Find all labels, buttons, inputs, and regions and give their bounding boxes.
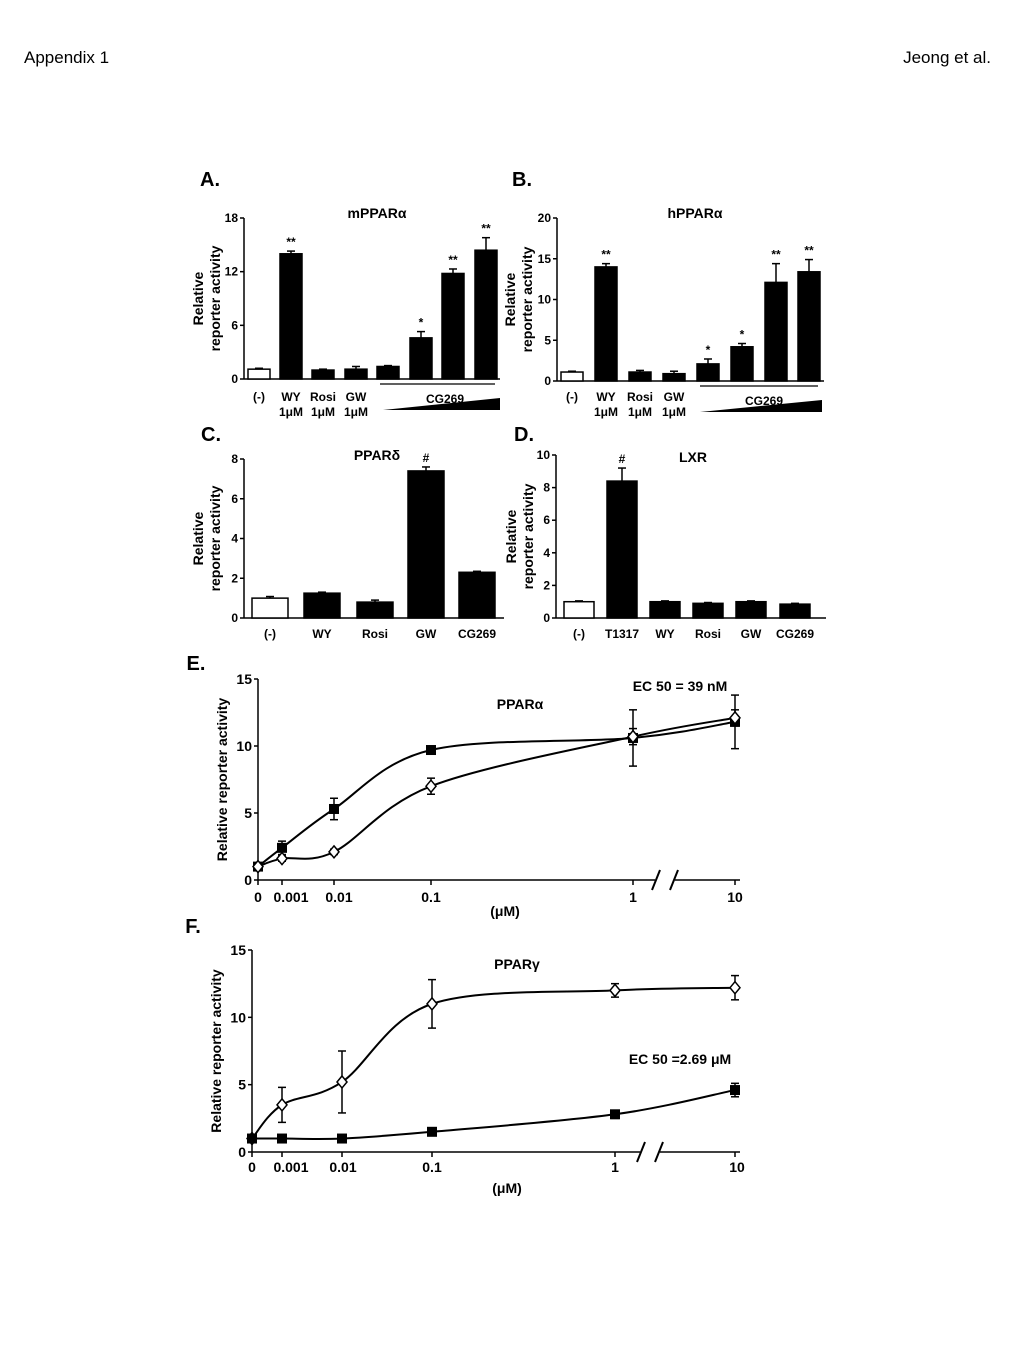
panel-3-y-tick-label: 10 [536,448,550,462]
panel-4-series-line [258,722,735,867]
panel-2-bar [408,471,444,618]
panel-2-label: C. [201,424,221,446]
panel-3-category-label: (-) [573,627,585,641]
panel-1-ylabel: reporter activity [519,246,535,353]
panel-0-y-tick-label: 0 [231,372,238,386]
panel-2-category-label: GW [415,627,437,641]
panel-5-x-tick-label: 0 [248,1159,256,1175]
panel-0-label: A. [200,169,220,191]
panel-0-bar [248,369,270,379]
panel-5-x-tick-label: 10 [729,1159,745,1175]
panel-1-significance: ** [771,247,781,262]
panel-1-significance: ** [601,247,611,262]
panel-3-category-label: CG269 [775,627,815,641]
panel-5-y-tick-label: 10 [230,1009,246,1026]
panel-3-ylabel: reporter activity [520,483,536,590]
panel-0-category-label: 1μM [343,405,369,419]
panel-1-y-tick-label: 0 [544,374,551,388]
panel-1-label: B. [512,169,532,191]
panel-5-ylabel: Relative reporter activity [208,969,224,1133]
panel-0-title: mPPARα [347,205,407,221]
panel-5-data-point [610,1109,620,1119]
panel-3-bar [564,602,594,618]
panel-3-y-tick-label: 2 [543,578,550,593]
panel-1-bar [629,372,651,381]
panel-0-bar [410,338,432,379]
panel-3-category-label: GW [740,627,762,641]
panel-1-category-label: 1μM [627,405,653,419]
panel-5-x-tick-label: 1 [611,1159,619,1175]
panel-3-label: D. [514,424,534,446]
panel-1-bar [731,347,753,381]
panel-3-bar [780,604,810,618]
panel-1-category-label: 1μM [661,405,687,419]
panel-2-y-tick-label: 6 [231,491,238,506]
panel-2-bar [357,602,393,618]
panel-5-data-point [277,1134,287,1144]
panel-4-x-tick-label: 10 [727,889,743,905]
panel-5-y-tick-label: 5 [238,1076,246,1093]
panel-4-data-point [329,846,339,858]
panel-1-significance: * [705,342,711,357]
panel-4-data-point [426,780,436,792]
panel-4-title: PPARα [496,696,544,712]
panel-0-significance: ** [448,252,458,267]
panel-4-y-tick-label: 10 [236,738,252,754]
panel-5-data-point [427,1127,437,1137]
panel-1-y-tick-label: 20 [537,211,551,225]
panel-0-y-tick-label: 12 [224,264,238,279]
panel-4-x-tick-label: 1 [629,889,637,905]
panel-1-ylabel: Relative [502,272,518,327]
panel-0-bar [280,254,302,379]
panel-0-category-label: 1μM [278,405,304,419]
panel-3-bar [736,602,766,618]
panel-1-bar [663,374,685,381]
panel-1-category-label: Rosi [626,390,654,404]
panel-5-annotation: EC 50 =2.69 μM [628,1051,732,1067]
panel-0-category-label: 1μM [310,405,336,419]
panel-2-title: PPARδ [353,447,401,463]
panel-4-x-tick-label: 0.001 [273,889,309,905]
panel-5-title: PPARγ [494,956,540,972]
panel-3-category-label: Rosi [694,627,722,641]
panel-0-bar [475,250,497,379]
panel-5-data-point [730,1085,740,1095]
panel-1-significance: ** [804,243,814,258]
panel-3-y-tick-label: 8 [543,480,550,495]
panel-1-y-tick-label: 5 [544,333,551,348]
panel-2-significance: # [422,450,430,465]
panel-5-xlabel: (μM) [492,1180,522,1196]
panel-1-bar [561,372,583,381]
panel-4-ylabel: Relative reporter activity [214,697,230,862]
panel-3-bar [650,602,680,618]
panel-0-significance: ** [481,221,491,236]
panel-2-ylabel: Relative [190,511,206,566]
panel-1-category-label: (-) [566,390,578,404]
panel-0-significance: * [418,315,424,330]
panel-0-bar [442,273,464,379]
panel-4-annotation: EC 50 = 39 nM [632,678,728,694]
panel-5-series-line [252,1090,735,1139]
panel-2-y-tick-label: 8 [231,452,238,466]
panel-0-category-label: (-) [253,390,265,404]
panel-4-y-tick-label: 0 [244,872,252,888]
panel-1-category-label: GW [663,390,685,404]
panel-4-y-tick-label: 15 [236,671,252,687]
panel-5-x-tick-label: 0.001 [273,1159,309,1175]
panel-3-category-label: T1317 [604,627,640,641]
panel-5-data-point [277,1099,287,1111]
panel-4-data-point [426,745,436,755]
panel-2-y-tick-label: 2 [231,571,238,586]
page-header-left: Appendix 1 [24,48,110,67]
panel-4-series-line [258,718,735,867]
panel-5-data-point [427,998,437,1010]
panel-4-x-tick-label: 0.01 [325,889,353,905]
panel-1-y-tick-label: 10 [537,292,551,307]
panel-3-category-label: WY [655,627,675,641]
panel-2-category-label: (-) [264,627,276,641]
panel-1-category-label: 1μM [593,405,619,419]
panel-3-ylabel: Relative [503,509,519,564]
panel-4-x-tick-label: 0.1 [421,889,441,905]
panel-2-y-tick-label: 4 [231,531,238,546]
panel-2-bar [252,598,288,618]
panel-1-group-label: CG269 [744,394,784,408]
panel-1-category-label: WY [596,390,616,404]
panel-3-bar [693,603,723,618]
panel-5-x-tick-label: 0.01 [329,1159,357,1175]
panel-1-bar [595,267,617,381]
panel-4-data-point [277,843,287,853]
panel-4-label: E. [186,653,206,675]
panel-5-y-tick-label: 15 [230,942,246,958]
panel-5-x-tick-label: 0.1 [422,1159,442,1175]
panel-0-bar [312,370,334,379]
panel-3-y-tick-label: 0 [543,611,550,625]
panel-3-y-tick-label: 6 [543,513,550,528]
panel-2-category-label: Rosi [361,627,389,641]
panel-0-category-label: Rosi [309,390,337,404]
panel-5-data-point [610,984,620,996]
panel-0-significance: ** [286,235,296,250]
panel-4-x-tick-label: 0 [254,889,262,905]
panel-1-y-tick-label: 15 [537,251,551,266]
panel-4-data-point [329,804,339,814]
panel-2-bar [459,572,495,618]
panel-1-bar [765,282,787,381]
panel-1-significance: * [739,327,745,342]
panel-1-bar [798,272,820,381]
panel-1-bar [697,364,719,381]
panel-0-category-label: WY [281,390,301,404]
panel-0-category-label: GW [345,390,367,404]
panel-0-group-label: CG269 [425,392,465,406]
panel-2-category-label: CG269 [457,627,497,641]
panel-3-bar [607,481,637,618]
panel-0-ylabel: reporter activity [207,245,223,352]
panel-2-bar [304,593,340,618]
panel-4-y-tick-label: 5 [244,805,252,821]
panel-3-title: LXR [679,449,707,465]
panel-5-data-point [247,1134,257,1144]
panel-5-data-point [730,982,740,994]
panel-5-data-point [337,1076,347,1088]
panel-0-ylabel: Relative [190,271,206,326]
panel-5-label: F. [185,916,201,938]
panel-3-significance: # [618,452,626,467]
panel-2-category-label: WY [312,627,332,641]
panel-1-title: hPPARα [667,205,723,221]
page-header-right: Jeong et al. [903,48,991,67]
panel-2-ylabel: reporter activity [207,485,223,592]
panel-0-bar [345,369,367,379]
panel-5-y-tick-label: 0 [238,1144,246,1160]
panel-3-y-tick-label: 4 [543,545,550,560]
panel-0-y-tick-label: 6 [231,318,238,333]
panel-4-xlabel: (μM) [490,903,520,919]
panel-0-bar [377,366,399,379]
panel-0-y-tick-label: 18 [224,211,238,225]
panel-2-y-tick-label: 0 [231,611,238,625]
panel-5-data-point [337,1134,347,1144]
